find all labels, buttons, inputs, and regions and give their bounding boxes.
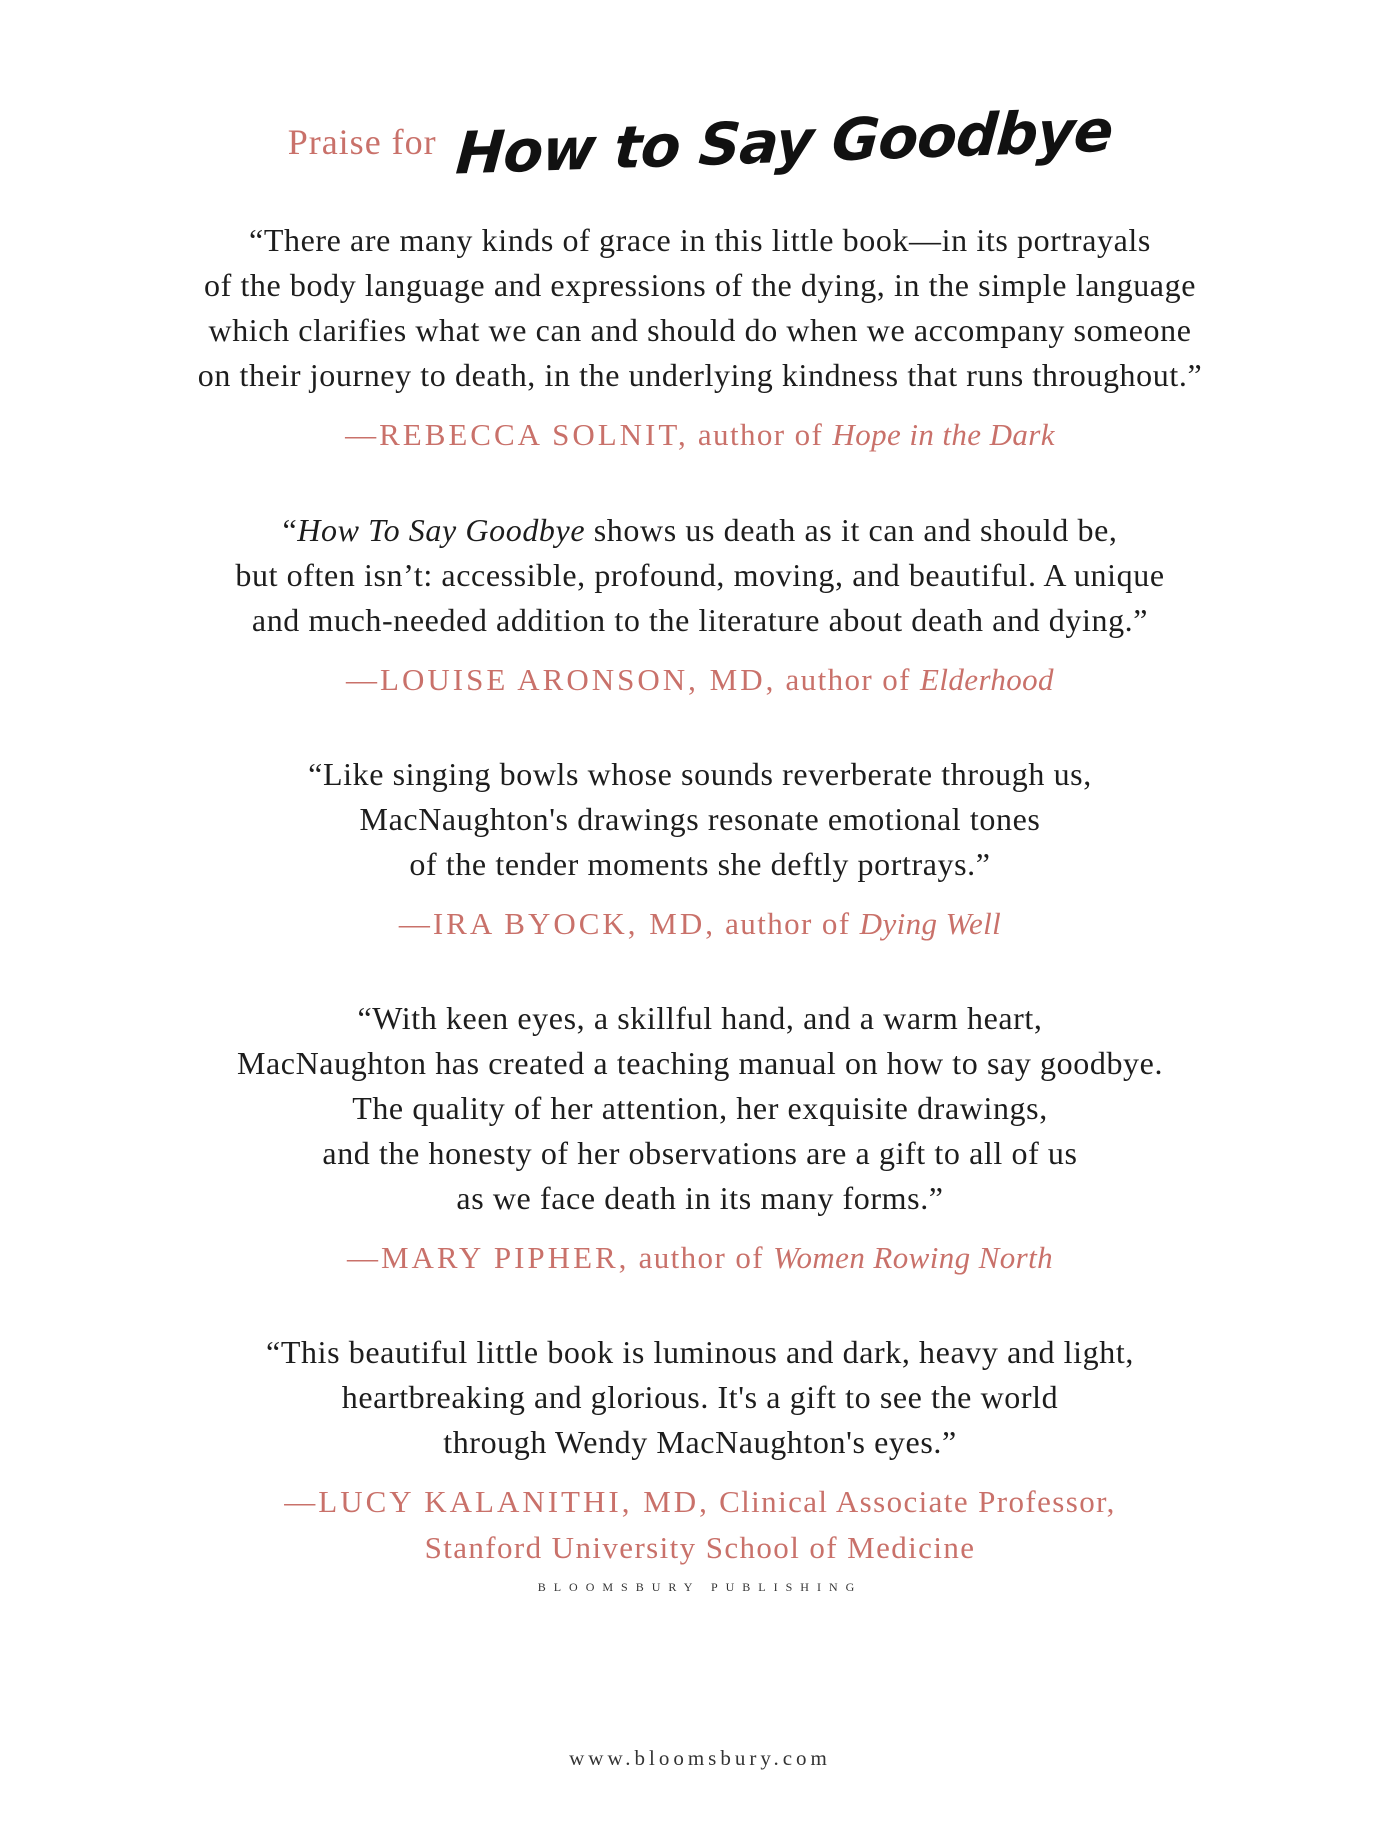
quote-line: as we face death in its many forms.” <box>456 1180 944 1216</box>
quote-line: “This beautiful little book is luminous and dark, heavy and light, <box>266 1334 1134 1370</box>
attribution-role: author of <box>688 417 833 452</box>
attribution <box>0 1235 1400 1281</box>
blurb-byock <box>0 752 1400 947</box>
attribution-role: Clinical Associate Professor, <box>709 1484 1116 1519</box>
attribution-name: —MARY PIPHER, <box>346 1240 630 1275</box>
attribution <box>0 412 1400 458</box>
blurb-kalanithi <box>0 1330 1400 1571</box>
praise-header <box>0 96 1400 188</box>
attribution-work: Dying Well <box>859 906 1002 941</box>
attribution-work: Women Rowing North <box>773 1240 1054 1275</box>
quote-line: through Wendy MacNaughton's eyes.” <box>443 1424 957 1460</box>
attribution-name: —IRA BYOCK, MD, <box>398 906 716 941</box>
attribution-affiliation: Stanford University School of Medicine <box>424 1530 976 1565</box>
blurb-aronson <box>0 508 1400 703</box>
quote-line: The quality of her attention, her exquisite drawings, <box>352 1090 1048 1126</box>
quote-line: “There are many kinds of grace in this little book—in its portrayals <box>249 222 1151 258</box>
quote-line: which clarifies what we can and should do when we accompany someone <box>208 312 1192 348</box>
quote-line: heartbreaking and glorious. It's a gift to see the world <box>341 1379 1059 1415</box>
blurb-pipher <box>0 996 1400 1281</box>
quote-line: and the honesty of her observations are a gift to all of us <box>322 1135 1078 1171</box>
quote-line: of the tender moments she deftly portrays.” <box>409 846 991 882</box>
attribution <box>0 657 1400 703</box>
quote-line: on their journey to death, in the underlying kindness that runs throughout.” <box>197 357 1203 393</box>
attribution-work: Hope in the Dark <box>832 417 1055 452</box>
publisher-imprint: BLOOMSBURY PUBLISHING <box>537 1580 863 1594</box>
quote-line: “Like singing bowls whose sounds reverberate through us, <box>308 756 1092 792</box>
attribution <box>0 1479 1400 1525</box>
attribution-name: —LOUISE ARONSON, MD, <box>346 662 777 697</box>
attribution-role: author of <box>716 906 860 941</box>
quote-line: of the body language and expressions of the dying, in the simple language <box>203 267 1197 303</box>
attribution-role: author of <box>776 662 921 697</box>
book-title-handwritten: How to Say Goodbye <box>453 96 1115 188</box>
praise-for-label: Praise for <box>287 122 437 162</box>
quote-line: but often isn’t: accessible, profound, moving, and beautiful. A unique <box>235 557 1165 593</box>
attribution-work: Elderhood <box>920 662 1054 697</box>
blurb-solnit <box>0 218 1400 458</box>
quote-line: “How To Say Goodbye shows us death as it can and should be, <box>282 512 1118 548</box>
attribution-name: —LUCY KALANITHI, MD, <box>284 1484 710 1519</box>
quote-line: “With keen eyes, a skillful hand, and a warm heart, <box>357 1000 1043 1036</box>
publisher-website: www.bloomsbury.com <box>569 1746 831 1770</box>
quote-line: and much-needed addition to the literature about death and dying.” <box>251 602 1149 638</box>
quote-line: MacNaughton has created a teaching manual on how to say goodbye. <box>236 1045 1164 1081</box>
attribution <box>0 901 1400 947</box>
attribution-name: —REBECCA SOLNIT, <box>345 417 689 452</box>
attribution-role: author of <box>629 1240 774 1275</box>
quote-line: MacNaughton's drawings resonate emotional tones <box>359 801 1041 837</box>
